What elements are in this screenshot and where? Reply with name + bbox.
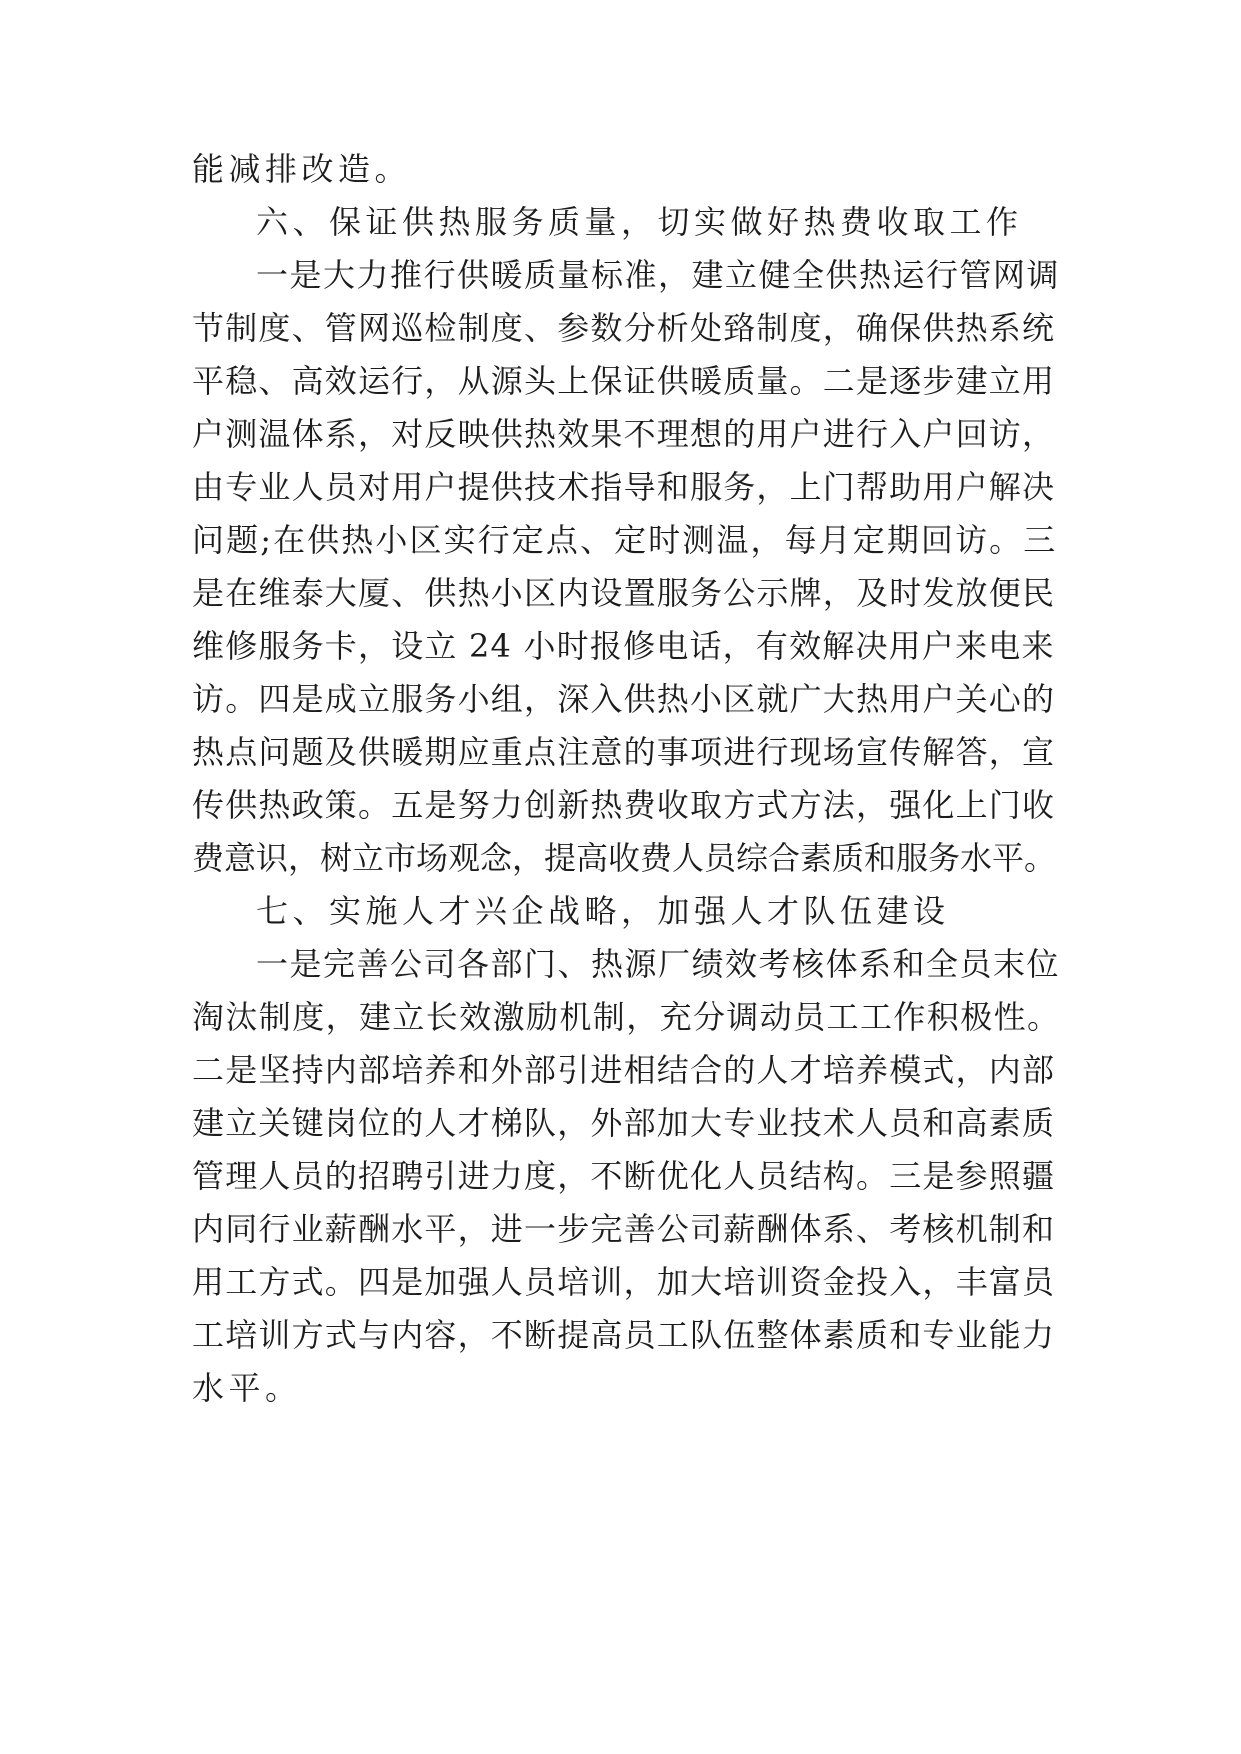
section-heading-7: 七、实施人才兴企战略，加强人才队伍建设 — [256, 892, 950, 930]
section-heading-6: 六、保证供热服务质量，切实做好热费收取工作 — [256, 203, 1023, 241]
paragraph-line: 由专业人员对用户提供技术指导和服务，上门帮助用户解决 — [192, 468, 1056, 506]
paragraph-line: 一是完善公司各部门、热源厂绩效考核体系和全员末位 — [256, 945, 1061, 983]
paragraph-line: 管理人员的招聘引进力度，不断优化人员结构。三是参照疆 — [192, 1157, 1056, 1195]
paragraph-line: 用工方式。四是加强人员培训，加大培训资金投入，丰富员 — [192, 1263, 1056, 1301]
paragraph-line: 问题;在供热小区实行定点、定时测温，每月定期回访。三 — [192, 521, 1058, 559]
paragraph-line: 热点问题及供暖期应重点注意的事项进行现场宣传解答，宣 — [192, 733, 1056, 771]
paragraph-line: 内同行业薪酬水平，进一步完善公司薪酬体系、考核机制和 — [192, 1210, 1056, 1248]
paragraph-line: 户测温体系，对反映供热效果不理想的用户进行入户回访， — [192, 415, 1056, 453]
paragraph-line: 节制度、管网巡检制度、参数分析处臵制度，确保供热系统 — [192, 309, 1056, 347]
paragraph-line: 水平。 — [192, 1369, 302, 1407]
paragraph-line: 访。四是成立服务小组，深入供热小区就广大热用户关心的 — [192, 680, 1056, 718]
paragraph-line: 传供热政策。五是努力创新热费收取方式方法，强化上门收 — [192, 786, 1056, 824]
paragraph-line: 费意识，树立市场观念，提高收费人员综合素质和服务水平。 — [192, 839, 1057, 877]
paragraph-line: 维修服务卡，设立 24 小时报修电话，有效解决用户来电来 — [192, 627, 1055, 665]
paragraph-line: 是在维泰大厦、供热小区内设置服务公示牌，及时发放便民 — [192, 574, 1056, 612]
paragraph-line: 建立关键岗位的人才梯队，外部加大专业技术人员和高素质 — [192, 1104, 1056, 1142]
paragraph-line: 淘汰制度，建立长效激励机制，充分调动员工工作积极性。 — [192, 998, 1061, 1036]
paragraph-line: 二是坚持内部培养和外部引进相结合的人才培养模式，内部 — [192, 1051, 1056, 1089]
text-line: 能减排改造。 — [192, 150, 412, 188]
paragraph-line: 一是大力推行供暖质量标准，建立健全供热运行管网调 — [256, 256, 1061, 294]
paragraph-line: 工培训方式与内容，不断提高员工队伍整体素质和专业能力 — [192, 1316, 1056, 1354]
paragraph-line: 平稳、高效运行，从源头上保证供暖质量。二是逐步建立用 — [192, 362, 1056, 400]
